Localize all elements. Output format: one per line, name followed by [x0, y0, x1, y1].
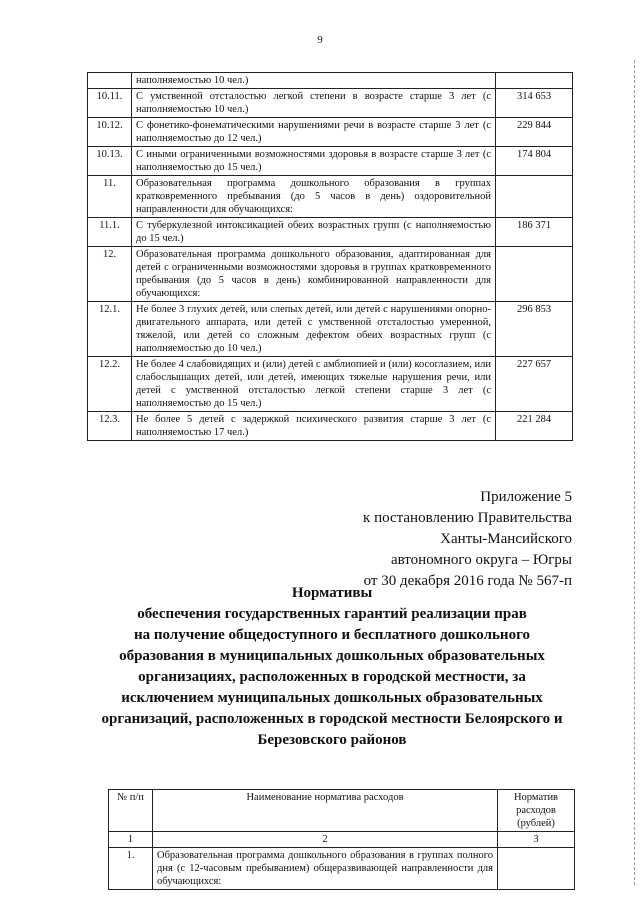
table-row	[88, 118, 573, 147]
row-value: 296 853	[496, 302, 573, 357]
row-value: 227 657	[496, 357, 573, 412]
appendix-reference	[363, 487, 572, 592]
heading-line: организациях, расположенных в городской местности, за	[138, 669, 526, 685]
heading-line: образования в муниципальных дошкольных образовательных	[119, 648, 545, 664]
row-description: Не более 4 слабовидящих и (или) детей с амблиопией и (или) косоглазием, или слабослышащих детей, или детей, имеющих тяжелые нарушения речи, или детей с умственной отсталостью легкой степени старше 3 лет (с наполняемостью до 15 чел.)	[132, 357, 496, 412]
table-row	[88, 302, 573, 357]
row-value: 174 804	[496, 147, 573, 176]
table-row	[88, 73, 573, 89]
heading-line: Березовского районов	[257, 732, 407, 748]
column-header-name: Наименование норматива расходов	[153, 790, 498, 832]
row-value: 314 653	[496, 89, 573, 118]
table-header-row	[109, 790, 575, 832]
table-row	[88, 218, 573, 247]
row-number: 10.12.	[88, 118, 132, 147]
row-value: 221 284	[496, 412, 573, 441]
table-row	[88, 147, 573, 176]
heading-line: Нормативы	[291, 585, 373, 601]
row-number: 12.2.	[88, 357, 132, 412]
row-number: 11.	[88, 176, 132, 218]
table-row	[88, 357, 573, 412]
scan-edge-mark	[634, 60, 636, 885]
expense-norms-table-continued	[87, 72, 573, 441]
row-value	[498, 848, 575, 890]
row-description: Образовательная программа дошкольного образования в группах полного дня (с 12-часовым пребыванием) общеразвивающей направленности для обучающихся:	[153, 848, 498, 890]
appendix-line: автономного округа – Югры	[390, 552, 572, 568]
row-number: 1.	[109, 848, 153, 890]
row-value: 229 844	[496, 118, 573, 147]
page-number: 9	[317, 34, 323, 46]
table-row	[88, 247, 573, 302]
appendix-line: к постановлению Правительства	[363, 510, 572, 526]
table-row	[88, 176, 573, 218]
row-value	[496, 176, 573, 218]
row-number: 10.13.	[88, 147, 132, 176]
row-description: Образовательная программа дошкольного образования, адаптированная для детей с ограниченными возможностями здоровья в группах кратковременного пребывания (до 5 часов в день) комбинированной направленности для обучающихся:	[132, 247, 496, 302]
column-header-norm: Норматив расходов (рублей)	[498, 790, 575, 832]
row-description: С иными ограниченными возможностями здоровья в возрасте старше 3 лет (с наполняемостью до 15 чел.)	[132, 147, 496, 176]
expense-norms-table	[108, 789, 575, 890]
row-description: С умственной отсталостью легкой степени в возрасте старше 3 лет (с наполняемостью 10 чел.)	[132, 89, 496, 118]
column-header-number: № п/п	[109, 790, 153, 832]
row-description: Не более 5 детей с задержкой психического развития старше 3 лет (с наполняемостью 17 чел.)	[132, 412, 496, 441]
row-description: С фонетико-фонематическими нарушениями речи в возрасте старше 3 лет (с наполняемостью до 12 чел.)	[132, 118, 496, 147]
row-value	[496, 247, 573, 302]
appendix-line: Приложение 5	[480, 489, 572, 505]
row-description: Образовательная программа дошкольного образования в группах кратковременного пребывания (до 5 часов в день) оздоровительной направленности для обучающихся:	[132, 176, 496, 218]
row-number: 12.	[88, 247, 132, 302]
heading-line: исключением муниципальных дошкольных образовательных	[121, 690, 543, 706]
heading-line: обеспечения государственных гарантий реализации прав	[137, 606, 527, 622]
appendix-line: от 30 декабря 2016 года № 567-п	[363, 573, 572, 589]
column-index: 2	[153, 832, 498, 848]
table-row	[88, 89, 573, 118]
appendix-line: Ханты-Мансийского	[440, 531, 572, 547]
table-row	[88, 412, 573, 441]
row-number: 10.11.	[88, 89, 132, 118]
row-description: наполняемостью 10 чел.)	[132, 73, 496, 89]
column-index: 1	[109, 832, 153, 848]
row-description: С туберкулезной интоксикацией обеих возрастных групп (с наполняемостью до 15 чел.)	[132, 218, 496, 247]
document-heading	[90, 583, 574, 751]
row-number: 12.3.	[88, 412, 132, 441]
row-number	[88, 73, 132, 89]
row-description: Не более 3 глухих детей, или слепых детей, или детей с нарушениями опорно-двигательного аппарата, или детей с умственной отсталостью умеренной, тяжелой, или детей со сложным дефектом обеих возрастных групп (с наполняемостью до 10 чел.)	[132, 302, 496, 357]
row-value: 186 371	[496, 218, 573, 247]
table-row	[109, 848, 575, 890]
column-index: 3	[498, 832, 575, 848]
heading-line: на получение общедоступного и бесплатного дошкольного	[133, 627, 531, 643]
heading-line: организаций, расположенных в городской местности Белоярского и	[101, 711, 563, 727]
table-index-row	[109, 832, 575, 848]
row-number: 11.1.	[88, 218, 132, 247]
row-value	[496, 73, 573, 89]
row-number: 12.1.	[88, 302, 132, 357]
